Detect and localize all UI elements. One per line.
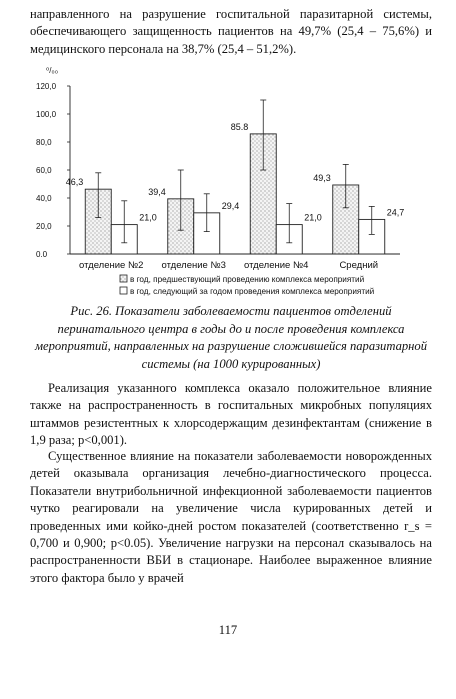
category-labels [79, 260, 378, 271]
category-label: отделение №3 [161, 260, 226, 271]
legend-entry: в год, следующий за годом проведения комплекса мероприятий [130, 287, 375, 296]
bar-chart-figure [0, 62, 456, 307]
bar-value-label: 21,0 [304, 212, 322, 223]
y-tick-label: 40,0 [36, 194, 52, 203]
y-tick-label: 60,0 [36, 166, 52, 175]
intro-paragraph: направленного на разрушение госпитальной паразитарной системы, обеспечивающего защищенность пациентов на 49,7% (25,4 – 75,6%) и медицинского персонала на 38,7% (25,4 – 51,2%). [30, 7, 432, 56]
bar-value-label: 29,4 [221, 200, 240, 211]
chart-bars [66, 100, 405, 254]
y-tick-label: 120,0 [36, 82, 57, 91]
y-axis-unit-label: ⁰/₀₀ [46, 66, 59, 75]
y-tick-label: 100,0 [36, 110, 57, 119]
category-label: отделение №2 [79, 260, 144, 271]
bar-chart [0, 62, 456, 307]
bar-value-label: 46,3 [65, 177, 84, 188]
bar-value-label: 21,0 [139, 212, 157, 223]
category-label: отделение №4 [244, 260, 309, 271]
legend-swatch [120, 287, 127, 294]
bar-value-label: 39,4 [148, 186, 166, 197]
body-paragraph-2: Реализация указанного комплекса оказало положительное влияние также на распространенность в госпитальных микробных популяциях штаммов резистентных к хлорсодержащим дезинфектантам (снижение в 1,9 раза; p<0,001). [30, 381, 432, 448]
y-tick-label: 0.0 [36, 250, 48, 259]
legend-entry: в год, предшествующий проведению комплекса мероприятий [130, 275, 365, 284]
body-paragraph-3: Существенное влияние на показатели заболеваемости новорожденных детей оказывала организация лечебно-диагностического процесса. Показатели внутрибольничной инфекционной заболеваемости пациентов чутко реагировали на увеличение числа курированных детей и проведенных ими койко-дней ростом показателей (соответственно r_s = 0,700 и 0,900; p<0.05). Увеличение нагрузки на персонал сказывалось на распространенности ВБИ в стационаре. Наиболее выраженное влияние этого фактора было у врачей [30, 449, 432, 585]
page-number: 117 [218, 623, 238, 637]
legend-swatch [120, 275, 127, 282]
chart-legend [120, 275, 374, 296]
bar-value-label: 85.8 [230, 121, 249, 132]
category-label: Средний [339, 260, 379, 271]
figure-caption: Рис. 26. Показатели заболеваемости пациентов отделений перинатального центра в годы до и после проведения комплекса мероприятий, направленных на разрушение сложившейся паразитарной системы (на 1000 курированных) [34, 304, 428, 371]
y-tick-label: 20,0 [36, 222, 52, 231]
bar-value-label: 24,7 [386, 207, 405, 218]
bar-value-label: 49,3 [313, 172, 331, 183]
y-tick-label: 80,0 [36, 138, 52, 147]
